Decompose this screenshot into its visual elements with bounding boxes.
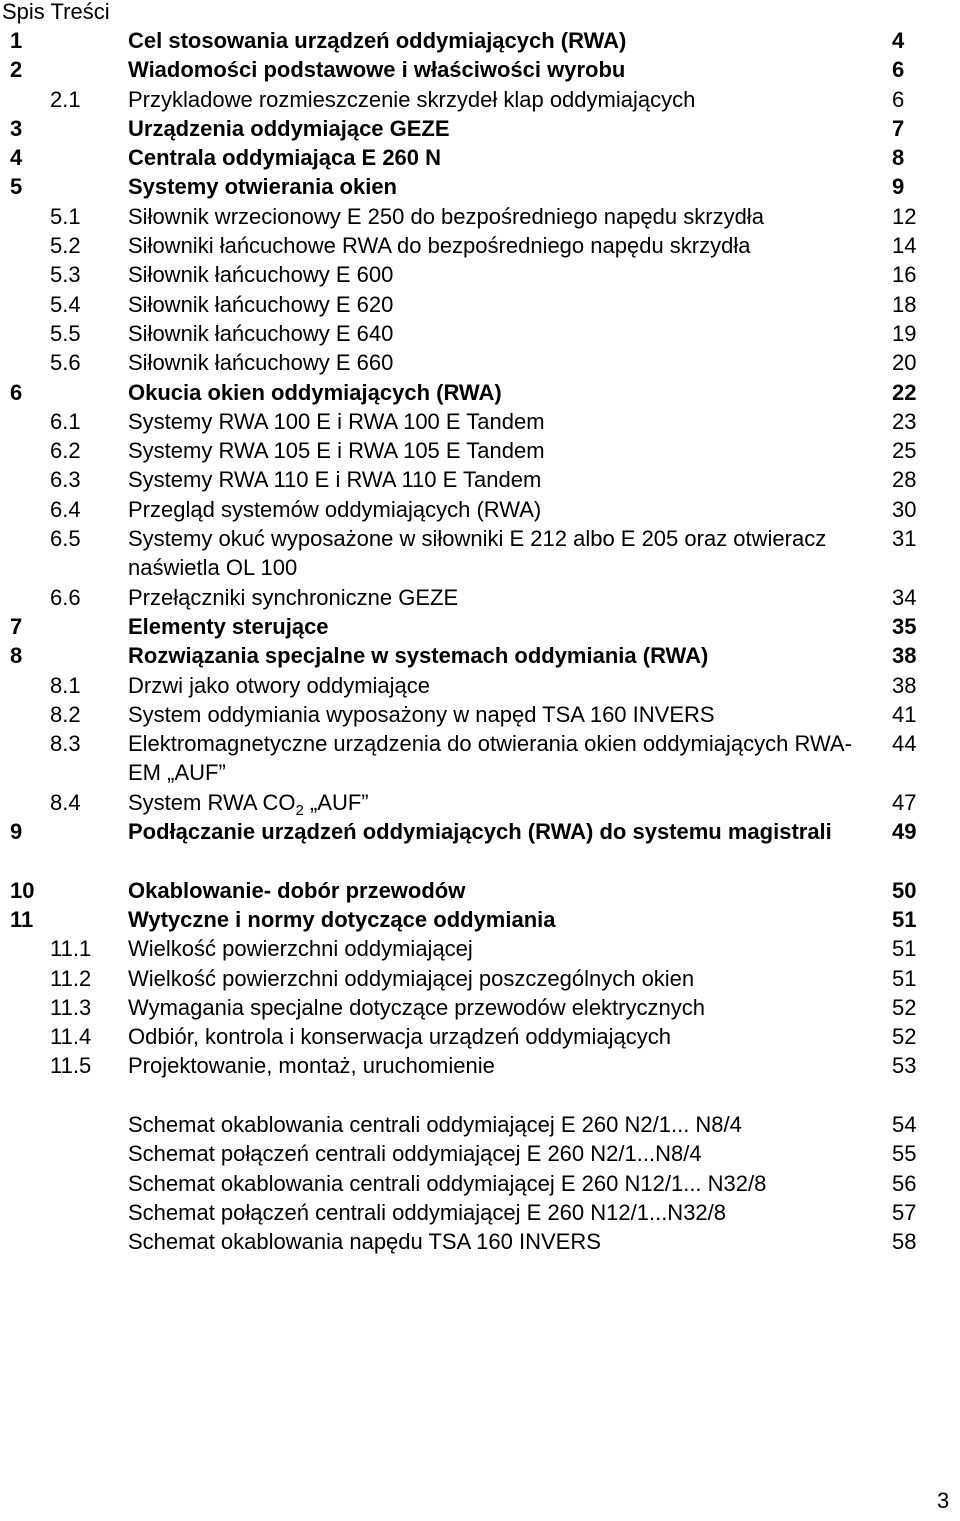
annex-entry[interactable] (0, 1227, 960, 1256)
toc-entry-number: 3 (10, 115, 23, 141)
toc-entry-page: 56 (892, 1170, 917, 1196)
toc-entry-page: 52 (892, 994, 917, 1020)
toc-entry[interactable] (0, 348, 960, 377)
toc-entry-page: 52 (892, 1024, 917, 1050)
toc-entry-title: Rozwiązania specjalne w systemach oddymiania (RWA) (128, 643, 709, 669)
toc-entry-number: 9 (10, 819, 23, 845)
toc-entry-title: Okucia okien oddymiających (RWA) (128, 379, 502, 405)
toc-entry-number: 5 (10, 174, 23, 200)
toc-entry-title: Przykladowe rozmieszczenie skrzydeł klap oddymiających (128, 86, 696, 112)
toc-entry-title: Przełączniki synchroniczne GEZE (128, 584, 459, 610)
toc-entry-number: 11.1 (50, 936, 92, 962)
toc-entry-title: Siłownik łańcuchowy E 620 (128, 291, 394, 317)
toc-entry-number: 5.3 (50, 262, 81, 288)
toc-entry-number: 5.4 (50, 291, 81, 317)
toc-entry-page: 58 (892, 1229, 917, 1255)
toc-entry-title: Schemat okablowania napędu TSA 160 INVERS (128, 1229, 601, 1255)
toc-entry-title: Podłączanie urządzeń oddymiających (RWA) do systemu magistrali (128, 819, 832, 845)
toc-entry-page: 34 (892, 584, 917, 610)
annex-entry[interactable] (0, 1110, 960, 1139)
toc-entry-number: 6.3 (50, 467, 81, 493)
toc-entry-title: Schemat okablowania centrali oddymiającej E 260 N2/1... N8/4 (128, 1111, 742, 1137)
toc-entry-number: 8.1 (50, 672, 81, 698)
toc-entry-page: 51 (892, 965, 917, 991)
toc-entry-title: Wymagania specjalne dotyczące przewodów elektrycznych (128, 994, 705, 1020)
toc-entry[interactable] (0, 905, 960, 934)
toc-entry[interactable] (0, 319, 960, 348)
toc-entry-page: 19 (892, 320, 917, 346)
toc-entry-title: Systemy otwierania okien (128, 174, 397, 200)
toc-entry-number: 8.2 (50, 701, 81, 727)
toc-entry-page: 41 (892, 701, 917, 727)
toc-entry-page: 51 (892, 906, 917, 932)
toc-entry-title: Wielkość powierzchni oddymiającej poszczególnych okien (128, 965, 695, 991)
toc-entry-title: Systemy RWA 110 E i RWA 110 E Tandem (128, 467, 542, 493)
toc-entry-page: 12 (892, 203, 917, 229)
toc-entry-number: 4 (10, 145, 23, 171)
toc-entry[interactable] (0, 378, 960, 407)
toc-entry-number: 11 (10, 906, 34, 932)
toc-entry-number: 6.1 (50, 408, 81, 434)
toc-entry-number: 6.4 (50, 496, 81, 522)
toc-entry-title-part: System RWA CO (128, 789, 296, 815)
toc-entry[interactable] (0, 729, 960, 788)
toc-entry-title: System oddymiania wyposażony w napęd TSA 160 INVERS (128, 701, 715, 727)
toc-entry-page: 22 (892, 379, 917, 405)
toc-entry-page: 8 (892, 145, 905, 171)
toc-entry-page: 18 (892, 291, 917, 317)
toc-entry[interactable] (0, 407, 960, 436)
toc-entry-page: 20 (892, 350, 917, 376)
toc-entry-page: 49 (892, 819, 917, 845)
toc-entry-title: Cel stosowania urządzeń oddymiających (RWA) (128, 28, 627, 53)
toc-entry[interactable] (0, 964, 960, 993)
toc-entry-title: Centrala oddymiająca E 260 N (128, 145, 442, 171)
toc-entry-page: 50 (892, 877, 917, 903)
toc-entry-number: 6 (10, 379, 23, 405)
toc-entry-page: 16 (892, 262, 917, 288)
toc-entry[interactable] (0, 788, 960, 817)
toc-entry[interactable] (0, 26, 960, 55)
toc-entry[interactable] (0, 231, 960, 260)
toc-entry-title: Systemy RWA 105 E i RWA 105 E Tandem (128, 438, 545, 464)
toc-entry-title-part: „AUF” (303, 789, 369, 815)
toc-entry-number: 6.5 (50, 526, 81, 552)
toc-entry-title: Schemat połączeń centrali oddymiającej E 260 N2/1...N8/4 (128, 1141, 702, 1167)
toc-entry-title: Wiadomości podstawowe i właściwości wyrobu (128, 57, 626, 83)
page-number: 3 (937, 1488, 950, 1513)
toc-entry-number: 1 (10, 28, 23, 53)
toc-entry[interactable] (0, 290, 960, 319)
toc-entry-number: 5.1 (50, 203, 81, 229)
toc-entry-number: 11.4 (50, 1024, 92, 1050)
toc-entry-title: Urządzenia oddymiające GEZE (128, 115, 450, 141)
toc-entry[interactable] (0, 1051, 960, 1080)
toc-entry-title: Elementy sterujące (128, 613, 329, 639)
toc-entry-page: 7 (892, 115, 905, 141)
toc-entry-title: Drzwi jako otwory oddymiające (128, 672, 430, 698)
toc-entry-number: 2.1 (50, 86, 81, 112)
toc-entry-title: Odbiór, kontrola i konserwacja urządzeń oddymiających (128, 1024, 671, 1050)
toc-entry-number: 11.5 (50, 1053, 92, 1079)
toc-entry[interactable] (0, 583, 960, 612)
toc-entry-number: 8 (10, 643, 23, 669)
toc-entry-page: 47 (892, 789, 917, 815)
toc-entry[interactable] (0, 934, 960, 963)
toc-entry-page: 23 (892, 408, 917, 434)
toc-entry[interactable] (0, 465, 960, 494)
toc-entry[interactable] (0, 143, 960, 172)
toc-entry-number: 8.3 (50, 731, 81, 757)
toc-entry-title: Wielkość powierzchni oddymiającej (128, 936, 473, 962)
section-spacer (0, 1081, 960, 1110)
toc-entry-title: Systemy okuć wyposażone w siłowniki E 212 albo E 205 oraz otwieracz naświetla OL 100 (128, 526, 827, 581)
toc-entry-number: 2 (10, 57, 23, 83)
toc-entry-page: 30 (892, 496, 917, 522)
toc-entry-page: 44 (892, 731, 917, 757)
toc-entry[interactable] (0, 1022, 960, 1051)
toc-entry-number: 6.2 (50, 438, 81, 464)
toc-entry-title: Siłownik wrzecionowy E 250 do bezpośredniego napędu skrzydła (128, 203, 764, 229)
toc-entry-page: 14 (892, 233, 917, 259)
subscript: 2 (295, 801, 304, 819)
toc-entry-title (128, 788, 873, 817)
toc-entry[interactable] (0, 817, 960, 876)
toc-entry-number: 7 (10, 613, 23, 639)
toc-entry[interactable] (0, 202, 960, 231)
toc-entry-page: 38 (892, 672, 917, 698)
toc-entry-title: Elektromagnetyczne urządzenia do otwierania okien oddymiających RWA-EM „AUF” (128, 731, 852, 786)
toc-entry[interactable] (0, 260, 960, 289)
toc-entry-title: Siłownik łańcuchowy E 600 (128, 262, 394, 288)
toc-entry-page: 6 (892, 86, 905, 112)
toc-entry-title: Systemy RWA 100 E i RWA 100 E Tandem (128, 408, 545, 434)
toc-entry-page: 53 (892, 1053, 917, 1079)
toc-entry-title: Siłownik łańcuchowy E 660 (128, 350, 394, 376)
toc-entry-number: 5.5 (50, 320, 81, 346)
toc-entry-page: 51 (892, 936, 917, 962)
toc-entry-number: 11.2 (50, 965, 92, 991)
toc-entry-number: 10 (10, 877, 35, 903)
toc-entry-number: 11.3 (50, 994, 92, 1020)
toc-entry-number: 5.6 (50, 350, 81, 376)
toc-entry[interactable] (0, 114, 960, 143)
toc-entry-number: 8.4 (50, 789, 81, 815)
toc-entry-title: Schemat okablowania centrali oddymiającej E 260 N12/1... N32/8 (128, 1170, 767, 1196)
annex-entry[interactable] (0, 1198, 960, 1227)
toc-entry[interactable] (0, 495, 960, 524)
toc-entry-title: Wytyczne i normy dotyczące oddymiania (128, 906, 556, 932)
annex-entry[interactable] (0, 1169, 960, 1198)
toc-entry-title: Schemat połączeń centrali oddymiającej E 260 N12/1...N32/8 (128, 1199, 727, 1225)
toc-entry[interactable] (0, 55, 960, 84)
toc-entry-page: 31 (892, 526, 917, 552)
annex-entry[interactable] (0, 1139, 960, 1168)
toc-entry-page: 57 (892, 1199, 917, 1225)
toc-entry-title: Siłownik łańcuchowy E 640 (128, 320, 394, 346)
toc-entry[interactable] (0, 172, 960, 201)
toc-entry-page: 55 (892, 1141, 917, 1167)
toc-entry[interactable] (0, 641, 960, 670)
toc-entry-page: 35 (892, 613, 917, 639)
toc-entry[interactable] (0, 876, 960, 905)
toc-entry-page: 28 (892, 467, 917, 493)
toc-entry[interactable] (0, 700, 960, 729)
toc-entry[interactable] (0, 993, 960, 1022)
toc-entry-title: Siłowniki łańcuchowe RWA do bezpośredniego napędu skrzydła (128, 233, 751, 259)
toc-entry-page: 6 (892, 57, 905, 83)
toc-entry-page: 54 (892, 1111, 917, 1137)
toc-entry-page: 9 (892, 174, 905, 200)
toc-entry-number: 5.2 (50, 233, 81, 259)
table-of-contents (0, 26, 960, 1256)
toc-entry[interactable] (0, 671, 960, 700)
toc-entry[interactable] (0, 612, 960, 641)
page-title: Spis Treści (2, 0, 110, 24)
toc-entry[interactable] (0, 85, 960, 114)
toc-entry-title: Przegląd systemów oddymiających (RWA) (128, 496, 542, 522)
toc-entry-number: 6.6 (50, 584, 81, 610)
toc-entry[interactable] (0, 436, 960, 465)
toc-entry[interactable] (0, 524, 960, 583)
toc-entry-page: 25 (892, 438, 917, 464)
toc-entry-page: 4 (892, 28, 905, 53)
toc-entry-title: Projektowanie, montaż, uruchomienie (128, 1053, 495, 1079)
toc-entry-page: 38 (892, 643, 917, 669)
toc-entry-title: Okablowanie- dobór przewodów (128, 877, 466, 903)
